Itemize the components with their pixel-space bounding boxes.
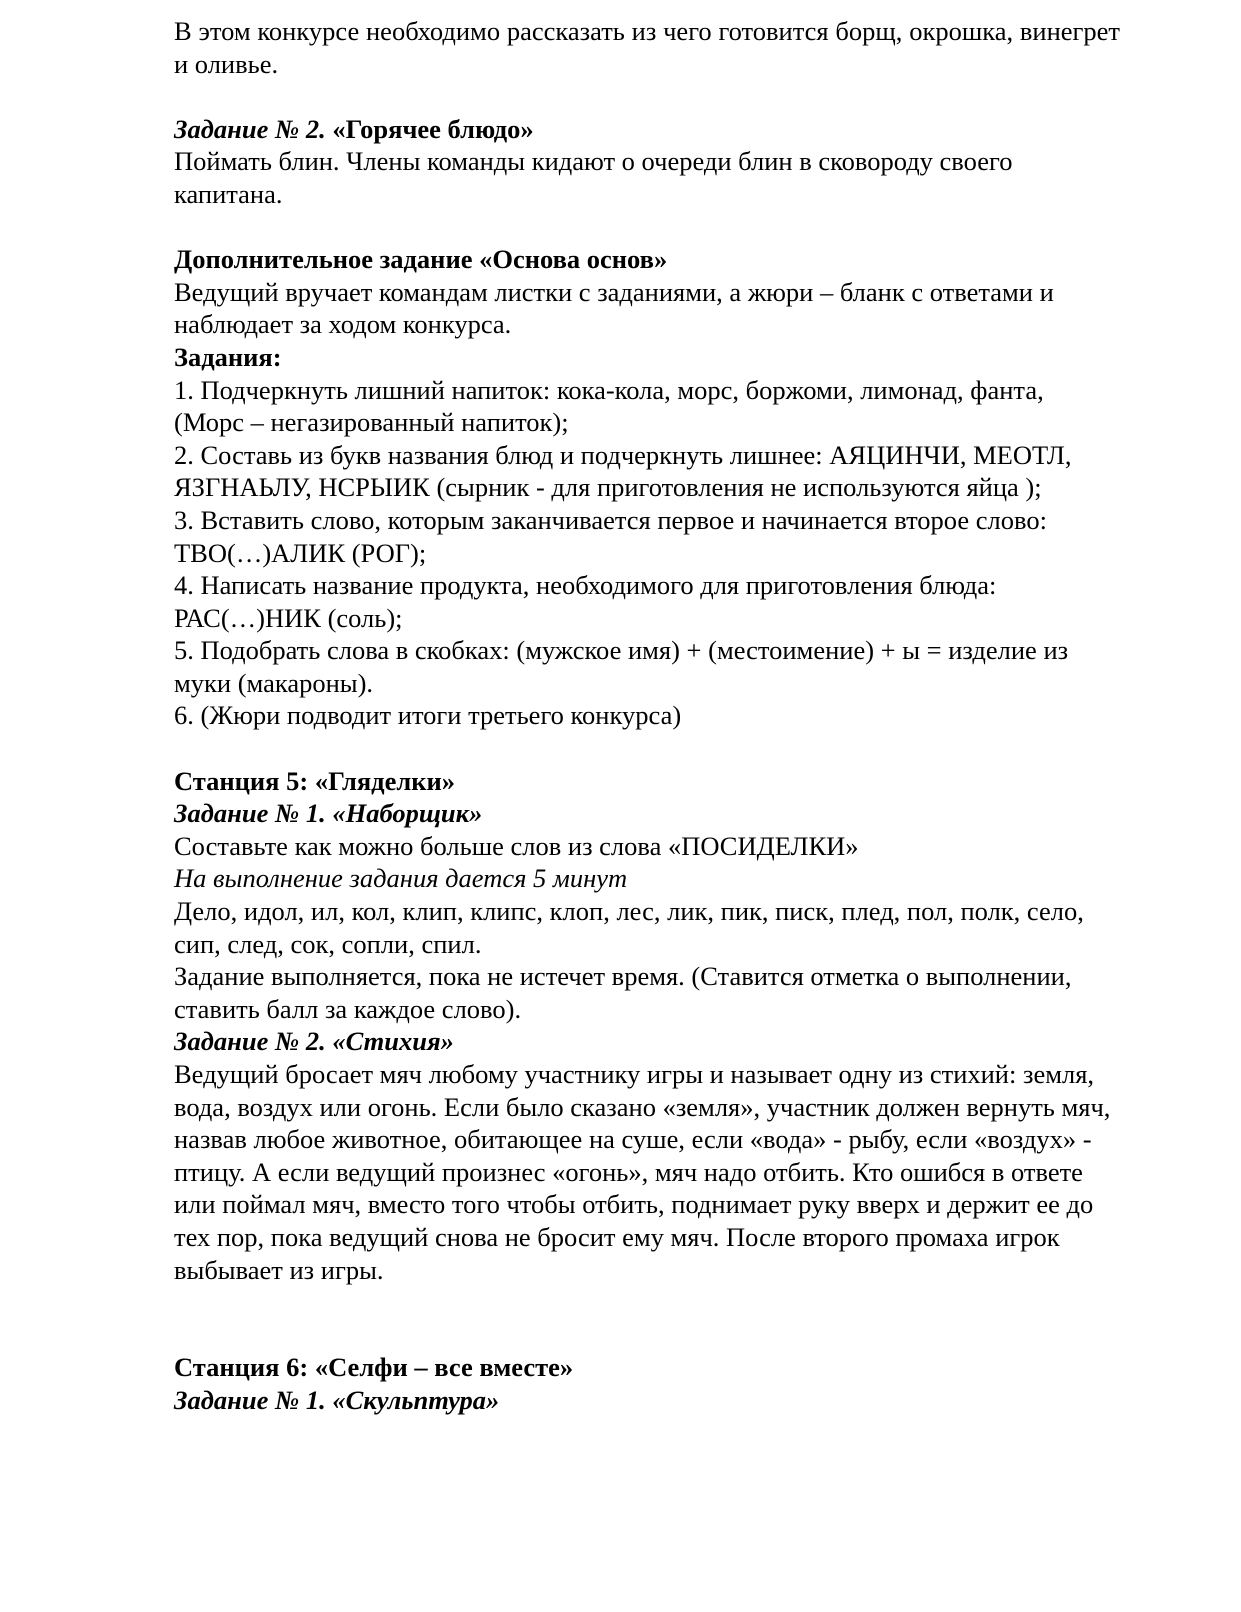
task2-title: «Горячее блюдо» [325,113,534,144]
intro-paragraph: В этом конкурсе необходимо рассказать из чего готовится борщ, окрошка, винегрет и оливье. [174,16,1120,79]
task2-heading [174,113,1120,146]
station5-heading: Станция 5: «Гляделки» [174,765,455,796]
list-item: 2. Составь из букв названия блюд и подчеркнуть лишнее: АЯЦИНЧИ, МЕОТЛ, ЯЗГНАЬЛУ, НСРЫИК (сырник - для приготовления не используются яйца ); [174,439,1072,503]
station5-task1-rules: Задание выполняется, пока не истечет время. (Ставится отметка о выполнении, ставить балл за каждое слово). [174,961,1072,1024]
task2-text: Поймать блин. Члены команды кидают о очереди блин в сковороду своего капитана. [174,146,1013,209]
list-item: 5. Подобрать слова в скобках: (мужское имя) + (местоимение) + ы = изделие из муки (макароны). [174,635,1069,698]
list-item: 6. (Жюри подводит итоги третьего конкурса) [174,700,682,731]
station6-heading: Станция 6: «Селфи – все вместе» [174,1352,574,1383]
station6-task1-heading: Задание № 1. «Скульптура» [174,1384,500,1415]
tasks-label: Задания: [174,341,282,372]
station5-task2-heading: Задание № 2. «Стихия» [174,1026,454,1057]
spacer [174,1286,1120,1351]
task2-label: Задание № 2. [174,113,326,144]
spacer [174,732,1120,765]
list-item: 1. Подчеркнуть лишний напиток: кока-кола, морс, боржоми, лимонад, фанта, (Морс – негазированный напиток); [174,374,1044,438]
spacer [174,211,1120,244]
station5-task2-text: Ведущий бросает мяч любому участнику игры и называет одну из стихий: земля, вода, воздух или огонь. Если было сказано «земля», участник должен вернуть мяч, назвав любое животное, обитающее на суше, если «вода» - рыбу, если «воздух» - птицу. А если ведущий произнес «огонь», мяч надо отбить. Кто ошибся в ответе или поймал мяч, вместо того чтобы отбить, поднимает руку вверх и держит ее до тех пор, пока ведущий снова не бросит ему мяч. После второго промаха игрок выбывает из игры. [174,1059,1111,1285]
spacer [174,80,1120,113]
list-item: 4. Написать название продукта, необходимого для приготовления блюда: РАС(…)НИК (соль); [174,570,997,633]
extra-task-heading: Дополнительное задание «Основа основ» [174,244,668,275]
station5-task1-text: Составьте как можно больше слов из слова «ПОСИДЕЛКИ» [174,830,859,861]
document-page [174,15,1120,1416]
extra-task-text: Ведущий вручает командам листки с заданиями, а жюри – бланк с ответами и наблюдает за ходом конкурса. [174,276,1054,340]
station5-task1-answers: Дело, идол, ил, кол, клип, клипс, клоп, лес, лик, пик, писк, плед, пол, полк, село, сип, след, сок, сопли, спил. [174,896,1084,959]
station5-task1-note: На выполнение задания дается 5 минут [174,863,628,894]
station5-task1-heading: Задание № 1. «Наборщик» [174,798,483,829]
list-item: 3. Вставить слово, которым заканчивается первое и начинается второе слово: ТВО(…)АЛИК (РОГ); [174,504,1047,568]
